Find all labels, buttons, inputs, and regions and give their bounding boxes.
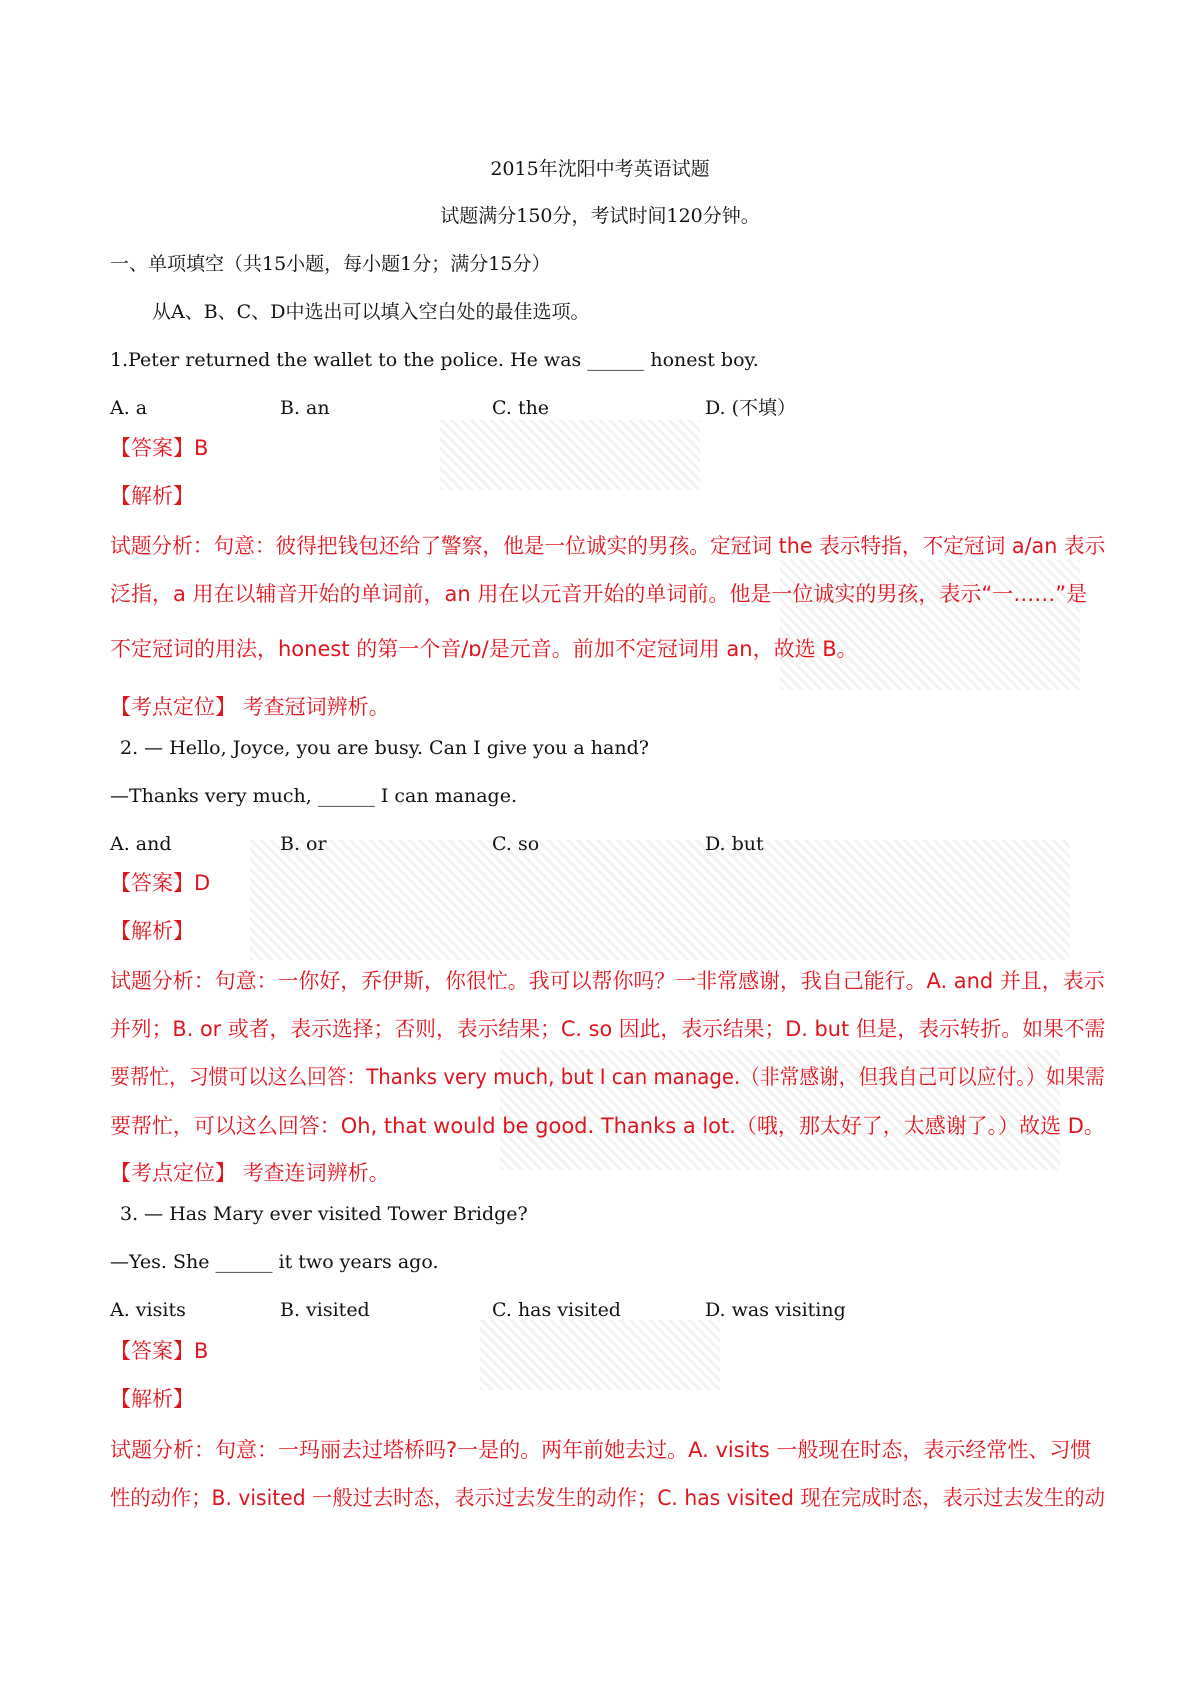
question-stem: 3. — Has Mary ever visited Tower Bridge? — [120, 1203, 528, 1225]
question-reply: —Thanks very much, ______ I can manage. — [110, 785, 518, 807]
point-tag: 【考点定位】 — [110, 1161, 236, 1185]
instruction: 从A、B、C、D中选出可以填入空白处的最佳选项。 — [152, 301, 590, 323]
watermark — [250, 840, 1070, 960]
answer-value: B — [194, 1339, 209, 1363]
question-reply: —Yes. She ______ it two years ago. — [110, 1251, 439, 1273]
page-title: 2015年沈阳中考英语试题 — [490, 158, 710, 180]
point-text: 考查连词辨析。 — [242, 1161, 390, 1185]
analysis-line: 试题分析：句意：一你好，乔伊斯，你很忙。我可以帮你吗？一非常感谢，我自己能行。A. and 并且，表示 — [110, 969, 1105, 993]
option-a: A. a — [110, 397, 148, 419]
point-tag: 【考点定位】 — [110, 695, 236, 719]
answer-tag: 【答案】 — [110, 1339, 194, 1363]
answer-line — [110, 869, 210, 897]
point-line — [110, 1159, 390, 1187]
question-stem: 2. — Hello, Joyce, you are busy. Can I give you a hand? — [120, 737, 649, 759]
answer-line — [110, 434, 208, 462]
analysis-line: 要帮忙，习惯可以这么回答：Thanks very much, but I can manage.（非常感谢，但我自己可以应付。）如果需 — [110, 1065, 1105, 1089]
watermark — [480, 1320, 720, 1390]
option-d: D. but — [705, 833, 764, 855]
option-a: A. and — [110, 833, 172, 855]
option-d: D. (不填） — [705, 397, 797, 419]
analysis-line: 要帮忙，可以这么回答：Oh, that would be good. Thanks a lot.（哦，那太好了，太感谢了。）故选 D。 — [110, 1114, 1105, 1138]
option-b: B. or — [280, 833, 327, 855]
option-b: B. an — [280, 397, 330, 419]
answer-value: D — [194, 871, 211, 895]
analysis-line: 性的动作；B. visited 一般过去时态，表示过去发生的动作；C. has visited 现在完成时态，表示过去发生的动 — [110, 1486, 1105, 1510]
analysis-tag: 【解析】 — [110, 484, 194, 508]
analysis-tag: 【解析】 — [110, 919, 194, 943]
analysis-line: 试题分析：句意：一玛丽去过塔桥吗?一是的。两年前她去过。A. visits 一般现在时态，表示经常性、习惯 — [110, 1438, 1092, 1462]
answer-tag: 【答案】 — [110, 436, 194, 460]
analysis-line: 并列；B. or 或者，表示选择；否则，表示结果；C. so 因此，表示结果；D. but 但是，表示转折。如果不需 — [110, 1017, 1106, 1041]
answer-tag: 【答案】 — [110, 871, 194, 895]
answer-line — [110, 1337, 208, 1365]
answer-value: B — [194, 436, 209, 460]
analysis-line: 不定冠词的用法，honest 的第一个音/ɒ/是元音。前加不定冠词用 an，故选 B。 — [110, 637, 858, 661]
analysis-tag: 【解析】 — [110, 1387, 194, 1411]
page-subtitle: 试题满分150分，考试时间120分钟。 — [440, 205, 760, 227]
question-stem: 1.Peter returned the wallet to the police. He was ______ honest boy. — [110, 349, 759, 371]
watermark — [440, 420, 700, 490]
option-c: C. has visited — [492, 1299, 621, 1321]
section-heading: 一、单项填空（共15小题，每小题1分；满分15分） — [110, 253, 551, 275]
point-line — [110, 693, 390, 721]
option-c: C. so — [492, 833, 540, 855]
point-text: 考查冠词辨析。 — [242, 695, 390, 719]
option-c: C. the — [492, 397, 550, 419]
option-d: D. was visiting — [705, 1299, 846, 1321]
analysis-line: 试题分析：句意：彼得把钱包还给了警察，他是一位诚实的男孩。定冠词 the 表示特指，不定冠词 a/an 表示 — [110, 534, 1106, 558]
option-a: A. visits — [110, 1299, 186, 1321]
analysis-line: 泛指，a 用在以辅音开始的单词前，an 用在以元音开始的单词前。他是一位诚实的男孩，表示“一……”是 — [110, 582, 1088, 606]
option-b: B. visited — [280, 1299, 370, 1321]
